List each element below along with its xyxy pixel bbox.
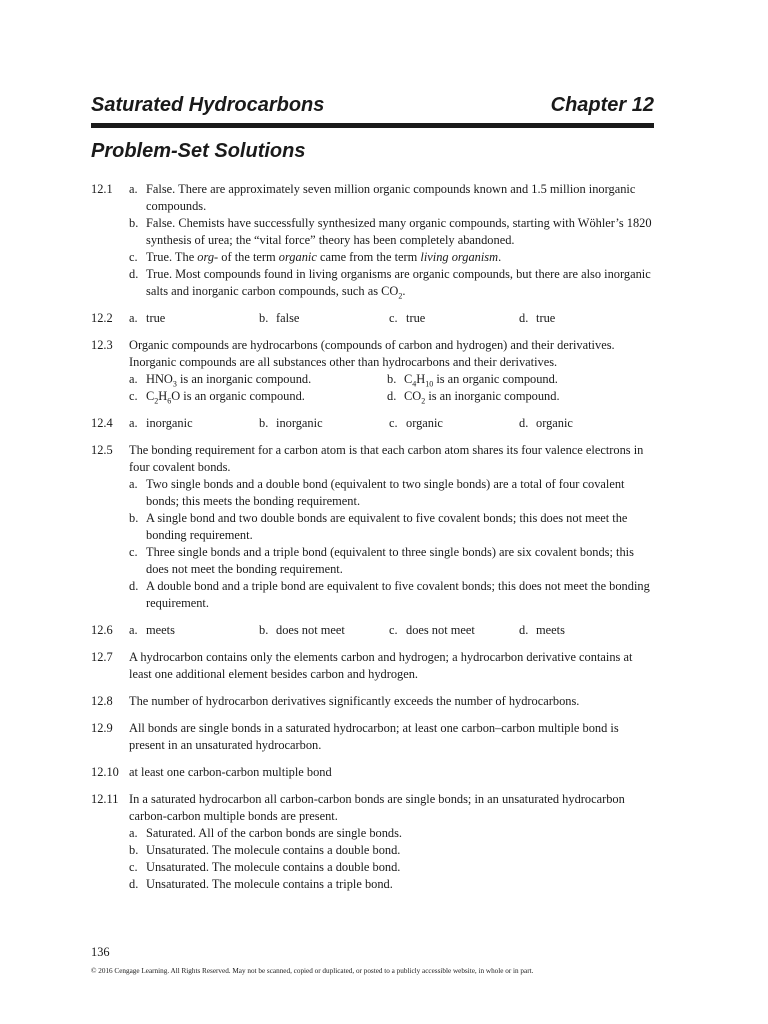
answer-text: Unsaturated. The molecule contains a double bond. (146, 843, 401, 857)
answer-b (129, 842, 654, 859)
answer-text: false (276, 311, 300, 325)
answer-a (129, 622, 259, 639)
answer-letter: b. (129, 511, 139, 525)
answer-c (389, 622, 519, 639)
answer-letter: b. (259, 311, 269, 325)
answer-text: Three single bonds and a triple bond (equivalent to three single bonds) are six covalent bonds; this does not meet the bonding requirement. (146, 545, 634, 576)
text-run: . (402, 284, 406, 298)
text-run: came from the term (316, 250, 421, 264)
text-run: is an inorganic compound. (176, 372, 312, 386)
problem-body (129, 791, 654, 893)
answer-letter: a. (129, 311, 138, 325)
subscript: 2 (398, 291, 403, 301)
problem-text: at least one carbon-carbon multiple bond (129, 765, 332, 779)
subscript: 10 (425, 379, 434, 389)
problem-intro: Organic compounds are hydrocarbons (compounds of carbon and hydrogen) and their derivatives. Inorganic compounds are all substances other than hydrocarbons and their derivatives. (129, 338, 615, 369)
answer-letter: d. (129, 579, 139, 593)
problem-number: 12.7 (91, 650, 113, 664)
italic-term: living organism (420, 250, 499, 264)
answer-a (129, 310, 259, 327)
answer-text: meets (146, 623, 175, 637)
answer-letter: d. (129, 267, 139, 281)
answer-text (404, 371, 558, 388)
answer-text: A double bond and a triple bond are equivalent to five covalent bonds; this does not meet the bonding requirement. (146, 579, 650, 610)
problem-text: All bonds are single bonds in a saturated hydrocarbon; at least one carbon–carbon multiple bond is present in an unsaturated hydrocarbon. (129, 721, 619, 752)
problem-12-9 (91, 720, 654, 754)
answer-a (129, 825, 654, 842)
answer-text (404, 388, 560, 405)
answer-letter: d. (129, 877, 139, 891)
answer-d (519, 415, 649, 432)
italic-term: organic (278, 250, 317, 264)
answer-b (129, 510, 654, 544)
formula-part: H (158, 389, 168, 403)
problem-12-4 (91, 415, 654, 432)
answer-d (129, 266, 654, 300)
answer-c (129, 544, 654, 578)
answer-row (129, 388, 654, 405)
problem-12-3 (91, 337, 654, 405)
problem-list (91, 181, 654, 903)
italic-term: org- (197, 250, 219, 264)
problem-12-5 (91, 442, 654, 612)
answer-text: does not meet (276, 623, 345, 637)
answer-letter: d. (519, 623, 529, 637)
answer-text (146, 371, 311, 388)
answer-c (129, 859, 654, 876)
problem-intro: In a saturated hydrocarbon all carbon-carbon bonds are single bonds; in an unsaturated hydrocarbon carbon-carbon multiple bonds are present. (129, 792, 625, 823)
subscript: 4 (412, 379, 417, 389)
answer-letter: b. (259, 623, 269, 637)
answer-c (389, 310, 519, 327)
answer-a (129, 415, 259, 432)
answer-letter: c. (129, 250, 138, 264)
answer-text: organic (406, 416, 443, 430)
text-run: True. Most compounds found in living organisms are organic compounds, but there are also inorganic salts and inorganic carbon compounds, such as CO (146, 267, 651, 298)
problem-body (129, 337, 654, 405)
formula-part: HNO (146, 372, 173, 386)
answer-d (387, 388, 645, 405)
formula-part: O (171, 389, 181, 403)
answer-text (146, 388, 305, 405)
header-rule (91, 123, 654, 128)
problem-body (129, 622, 654, 639)
section-title: Problem-Set Solutions (91, 140, 306, 162)
problem-number: 12.1 (91, 182, 113, 196)
answer-text: true (146, 311, 166, 325)
answer-letter: d. (387, 389, 397, 403)
answer-text: organic (536, 416, 573, 430)
problem-number: 12.11 (91, 792, 119, 806)
problem-12-7 (91, 649, 654, 683)
answer-text: Saturated. All of the carbon bonds are single bonds. (146, 826, 403, 840)
problem-number: 12.8 (91, 694, 113, 708)
answer-letter: d. (519, 416, 529, 430)
answer-d (519, 310, 649, 327)
answer-text (146, 266, 654, 300)
problem-number: 12.3 (91, 338, 113, 352)
answer-row (129, 371, 654, 388)
answer-c (389, 415, 519, 432)
answer-text: inorganic (276, 416, 323, 430)
problem-body (129, 181, 654, 300)
problem-12-10 (91, 764, 654, 781)
problem-body (129, 415, 654, 432)
problem-12-2 (91, 310, 654, 327)
answer-text (146, 249, 501, 266)
answer-letter: b. (259, 416, 269, 430)
answer-text: does not meet (406, 623, 475, 637)
problem-number: 12.5 (91, 443, 113, 457)
answer-text: A single bond and two double bonds are equivalent to five covalent bonds; this does not meet the bonding requirement. (146, 511, 628, 542)
formula-part: C (404, 372, 413, 386)
problem-number: 12.9 (91, 721, 113, 735)
subscript: 3 (172, 379, 177, 389)
answer-letter: c. (389, 311, 398, 325)
subscript: 6 (167, 396, 172, 406)
problem-12-11 (91, 791, 654, 893)
answer-a (129, 371, 387, 388)
answer-letter: c. (129, 860, 138, 874)
answer-letter: a. (129, 623, 138, 637)
text-run: is an organic compound. (433, 372, 558, 386)
chapter-number-header: Chapter 12 (550, 94, 654, 116)
answer-letter: a. (129, 372, 138, 386)
answer-letter: c. (389, 416, 398, 430)
answer-text: inorganic (146, 416, 193, 430)
text-run: is an organic compound. (180, 389, 305, 403)
answer-letter: c. (129, 389, 138, 403)
problem-text: The number of hydrocarbon derivatives significantly exceeds the number of hydrocarbons. (129, 694, 580, 708)
answer-b (129, 215, 654, 249)
problem-body (129, 442, 654, 612)
problem-12-1 (91, 181, 654, 300)
answer-letter: a. (129, 477, 138, 491)
problem-number: 12.6 (91, 623, 113, 637)
answer-letter: a. (129, 182, 138, 196)
answer-text: False. Chemists have successfully synthesized many organic compounds, starting with Wöhler’s 1820 synthesis of urea; the “vital force” theory has been completely abandoned. (146, 216, 652, 247)
answer-letter: a. (129, 416, 138, 430)
problem-number: 12.4 (91, 416, 113, 430)
answer-letter: a. (129, 826, 138, 840)
problem-body (129, 310, 654, 327)
answer-text: true (406, 311, 426, 325)
answer-d (519, 622, 649, 639)
answer-c (129, 249, 654, 266)
text-run: of the term (218, 250, 279, 264)
page-number: 136 (91, 945, 110, 959)
answer-b (259, 310, 389, 327)
answer-b (259, 415, 389, 432)
problem-intro: The bonding requirement for a carbon atom is that each carbon atom shares its four valence electrons in four covalent bonds. (129, 443, 644, 474)
problem-text: A hydrocarbon contains only the elements carbon and hydrogen; a hydrocarbon derivative contains at least one additional element besides carbon and hydrogen. (129, 650, 633, 681)
answer-text: False. There are approximately seven million organic compounds known and 1.5 million inorganic compounds. (146, 182, 636, 213)
text-run: is an inorganic compound. (425, 389, 560, 403)
formula-part: H (416, 372, 426, 386)
copyright-notice: © 2016 Cengage Learning. All Rights Reserved. May not be scanned, copied or duplicated, or posted to a publicly accessible website, in whole or in part. (91, 967, 534, 975)
answer-letter: b. (387, 372, 397, 386)
formula-part: CO (404, 389, 422, 403)
answer-letter: d. (519, 311, 529, 325)
formula-part: C (146, 389, 155, 403)
subscript: 2 (154, 396, 159, 406)
problem-number: 12.10 (91, 765, 119, 779)
answer-letter: b. (129, 843, 139, 857)
text-run: . (498, 250, 502, 264)
answer-text: Unsaturated. The molecule contains a triple bond. (146, 877, 393, 891)
subscript: 2 (421, 396, 426, 406)
text-run: True. The (146, 250, 198, 264)
answer-letter: c. (389, 623, 398, 637)
answer-b (387, 371, 645, 388)
problem-12-8 (91, 693, 654, 710)
answer-d (129, 578, 654, 612)
answer-a (129, 476, 654, 510)
answer-a (129, 181, 654, 215)
chapter-topic-header: Saturated Hydrocarbons (91, 94, 325, 116)
answer-text: Unsaturated. The molecule contains a double bond. (146, 860, 401, 874)
problem-number: 12.2 (91, 311, 113, 325)
answer-letter: b. (129, 216, 139, 230)
problem-12-6 (91, 622, 654, 639)
answer-c (129, 388, 387, 405)
answer-text: Two single bonds and a double bond (equivalent to two single bonds) are a total of four covalent bonds; this meets the bonding requirement. (146, 477, 625, 508)
answer-text: meets (536, 623, 565, 637)
answer-letter: c. (129, 545, 138, 559)
answer-text: true (536, 311, 556, 325)
answer-b (259, 622, 389, 639)
answer-d (129, 876, 654, 893)
